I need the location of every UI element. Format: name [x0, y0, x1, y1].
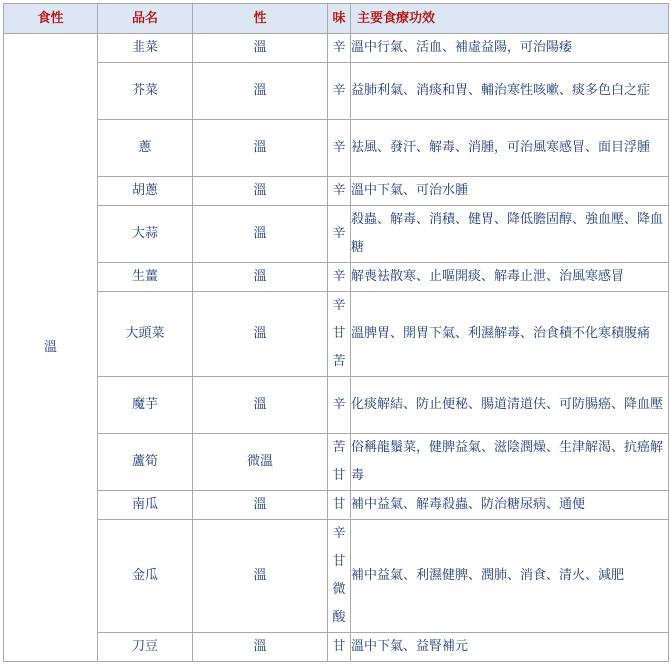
taste-char: 甘 [332, 639, 346, 654]
food-effect: 益肺利氣、消痰和胃、輔治寒性咳嗽、痰多色白之症 [351, 63, 669, 120]
taste-char: 辛 [332, 526, 346, 541]
food-name: 韭菜 [98, 34, 193, 63]
food-name: 南瓜 [98, 491, 193, 520]
food-taste [328, 434, 351, 491]
food-property: 溫 [193, 177, 328, 206]
food-name: 生薑 [98, 263, 193, 292]
taste-char: 辛 [332, 298, 346, 313]
taste-char: 苦 [332, 354, 346, 369]
food-name: 胡蔥 [98, 177, 193, 206]
food-property: 溫 [193, 377, 328, 434]
food-name: 大蒜 [98, 206, 193, 263]
food-property: 溫 [193, 63, 328, 120]
food-effect: 溫中下氣、益腎補元 [351, 633, 669, 662]
header-temperature: 食性 [4, 4, 98, 34]
taste-char: 辛 [332, 40, 346, 55]
taste-char: 辛 [332, 83, 346, 98]
food-property: 溫 [193, 491, 328, 520]
food-effect: 殺蟲、解毒、消積、健胃、降低膽固醇、強血壓、降血糖 [351, 206, 669, 263]
food-taste [328, 120, 351, 177]
header-taste: 味 [328, 4, 351, 34]
food-effect: 溫脾胃、開胃下氣、利濕解毒、治食積不化寒積腹痛 [351, 292, 669, 377]
food-property: 微溫 [193, 434, 328, 491]
taste-char: 辛 [332, 397, 346, 412]
table-row [4, 292, 669, 377]
table-row [4, 177, 669, 206]
table-row [4, 63, 669, 120]
header-effect: 主要食療功效 [351, 4, 669, 34]
food-therapy-table [3, 3, 669, 662]
food-taste [328, 377, 351, 434]
food-taste [328, 633, 351, 662]
food-property: 溫 [193, 292, 328, 377]
food-taste [328, 292, 351, 377]
table-row [4, 434, 669, 491]
food-taste [328, 63, 351, 120]
food-name: 金瓜 [98, 520, 193, 633]
food-taste [328, 263, 351, 292]
food-property: 溫 [193, 206, 328, 263]
food-property: 溫 [193, 633, 328, 662]
food-name: 蔥 [98, 120, 193, 177]
taste-char: 甘 [332, 554, 346, 569]
food-taste [328, 34, 351, 63]
table-row [4, 633, 669, 662]
table-row [4, 34, 669, 63]
taste-char: 辛 [332, 140, 346, 155]
food-taste [328, 520, 351, 633]
header-property: 性 [193, 4, 328, 34]
taste-char: 甘 [332, 497, 346, 512]
taste-char: 辛 [332, 226, 346, 241]
food-effect: 補中益氣、利濕健脾、潤肺、消食、清火、減肥 [351, 520, 669, 633]
food-effect: 化痰解結、防止便秘、腸道清道伕、可防腸癌、降血壓 [351, 377, 669, 434]
food-effect: 溫中行氣、活血、補虛益陽，可治陽痿 [351, 34, 669, 63]
header-name: 品名 [98, 4, 193, 34]
food-effect: 俗稱龍鬚菜，健脾益氣、滋陰潤燥、生津解渴、抗癌解毒 [351, 434, 669, 491]
food-name: 刀豆 [98, 633, 193, 662]
table-row [4, 263, 669, 292]
food-name: 芥菜 [98, 63, 193, 120]
taste-char: 辛 [332, 183, 346, 198]
table-row [4, 120, 669, 177]
table-row [4, 491, 669, 520]
taste-char: 甘 [332, 468, 346, 483]
food-name: 大頭菜 [98, 292, 193, 377]
table-row [4, 206, 669, 263]
food-taste [328, 206, 351, 263]
table-row [4, 377, 669, 434]
food-effect: 解喪袪散寒、止嘔開痰、解毒止泄、治風寒感冒 [351, 263, 669, 292]
food-effect: 袪風、發汗、解毒、消腫，可治風寒感冒、面目浮腫 [351, 120, 669, 177]
food-name: 魔芋 [98, 377, 193, 434]
food-taste [328, 177, 351, 206]
taste-char: 苦 [332, 440, 346, 455]
taste-char: 辛 [332, 269, 346, 284]
food-taste [328, 491, 351, 520]
header-row [4, 4, 669, 34]
food-property: 溫 [193, 120, 328, 177]
food-property: 溫 [193, 263, 328, 292]
food-effect: 溫中下氣、可治水腫 [351, 177, 669, 206]
table-row [4, 520, 669, 633]
taste-char: 微 [332, 582, 346, 597]
temperature-group-cell: 溫 [4, 34, 98, 662]
food-name: 蘆筍 [98, 434, 193, 491]
taste-char: 甘 [332, 326, 346, 341]
food-effect: 補中益氣、解毒殺蟲、防治糖尿病、通便 [351, 491, 669, 520]
food-property: 溫 [193, 520, 328, 633]
taste-char: 酸 [332, 610, 346, 625]
food-property: 溫 [193, 34, 328, 63]
